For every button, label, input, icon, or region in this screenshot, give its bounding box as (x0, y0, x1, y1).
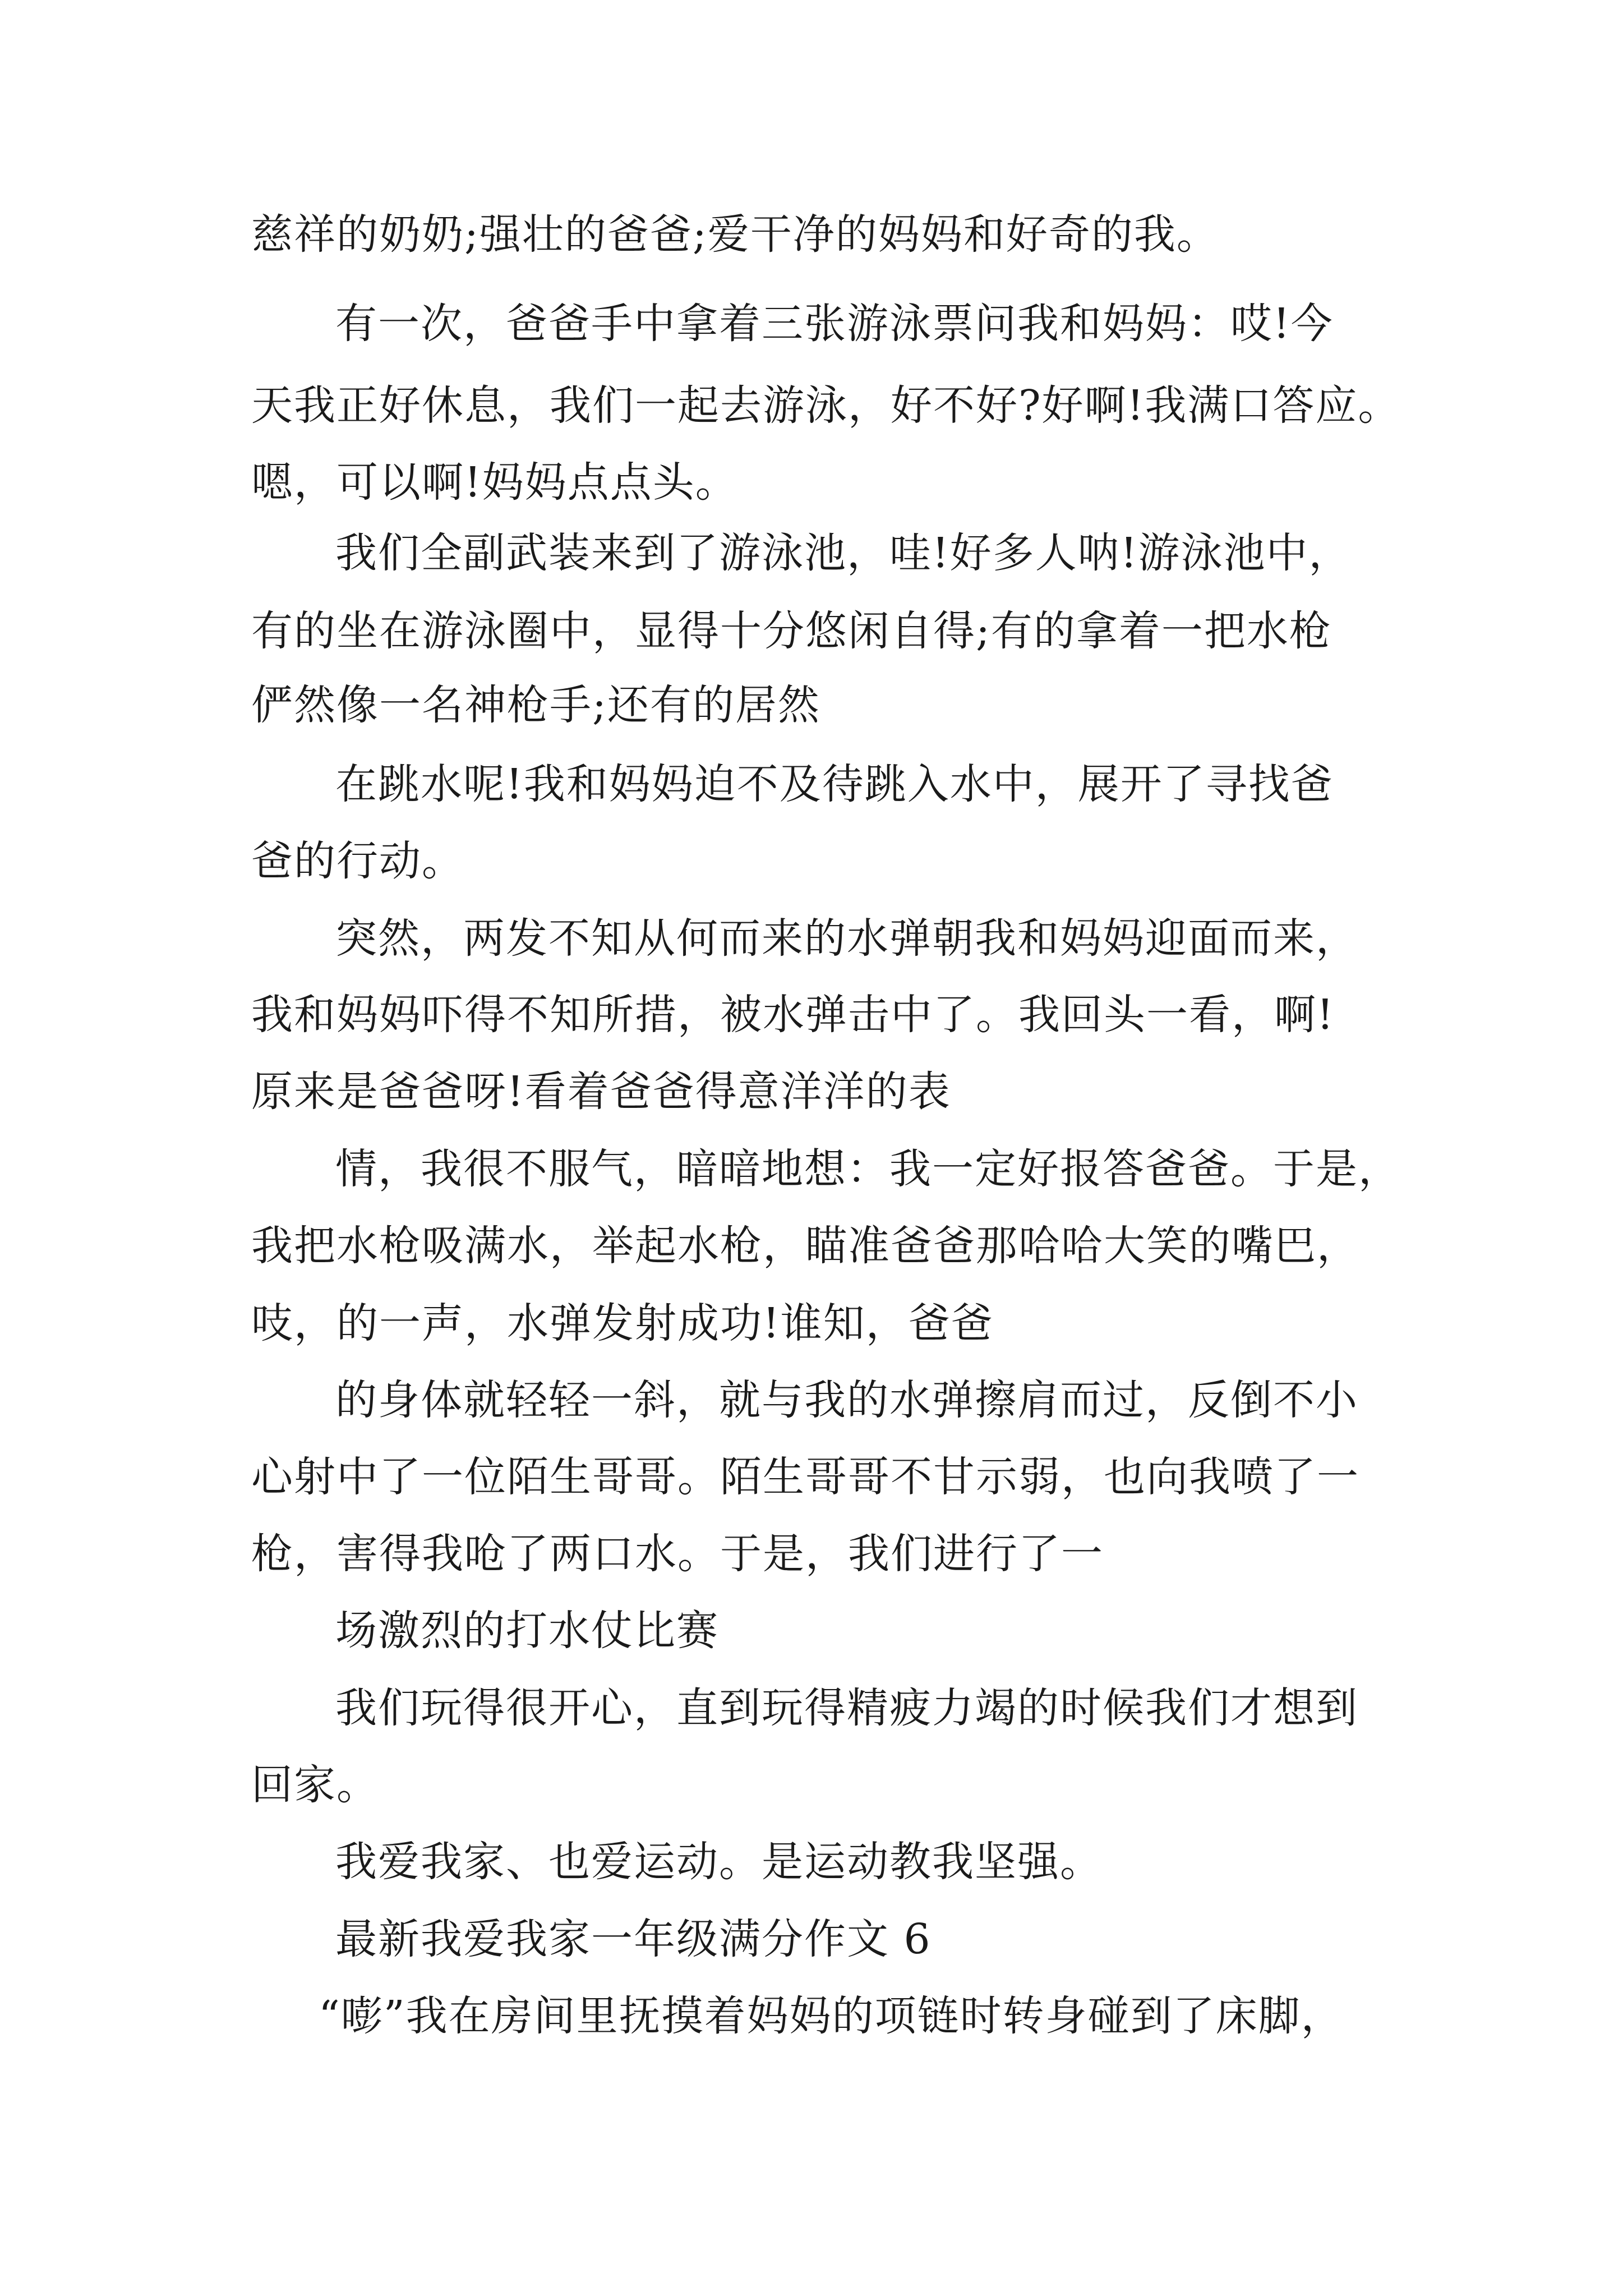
text-line: 爸的行动。 (251, 837, 464, 885)
text-line: 我们玩得很开心，直到玩得精疲力竭的时候我们才想到 (335, 1684, 1358, 1732)
text-line: “嘭”我在房间里抚摸着妈妈的项链时转身碰到了床脚， (319, 1992, 1344, 2040)
text-line: 场激烈的打水仗比赛 (335, 1607, 719, 1655)
section-heading: 最新我爱我家一年级满分作文 6 (335, 1915, 932, 1963)
text-line: 我们全副武装来到了游泳池，哇!好多人呐!游泳池中， (335, 529, 1352, 577)
text-line: 心射中了一位陌生哥哥。陌生哥哥不甘示弱，也向我喷了一 (251, 1453, 1359, 1501)
text-line: 原来是爸爸呀!看着爸爸得意洋洋的表 (251, 1068, 951, 1116)
text-line: 天我正好休息，我们一起去游泳，好不好?好啊!我满口答应。 (251, 381, 1401, 430)
text-line: 我和妈妈吓得不知所措，被水弹击中了。我回头一看，啊! (251, 991, 1335, 1039)
text-line: 回家。 (251, 1761, 379, 1809)
text-line: 吱，的一声，水弹发射成功!谁知，爸爸 (251, 1299, 994, 1347)
text-line: 我把水枪吸满水，举起水枪，瞄准爸爸那哈哈大笑的嘴巴， (251, 1222, 1359, 1270)
text-line: 在跳水呢!我和妈妈迫不及待跳入水中，展开了寻找爸 (335, 760, 1334, 808)
text-line: 情，我很不服气，暗暗地想：我一定好报答爸爸。于是， (335, 1145, 1401, 1193)
text-line: 嗯，可以啊!妈妈点点头。 (251, 458, 738, 507)
text-line: 有的坐在游泳圈中，显得十分悠闲自得;有的拿着一把水枪 (251, 607, 1332, 655)
text-line: 慈祥的奶奶;强壮的爸爸;爱干净的妈妈和好奇的我。 (251, 210, 1219, 259)
text-line: 有一次，爸爸手中拿着三张游泳票问我和妈妈：哎!今 (335, 300, 1334, 348)
text-line: 突然，两发不知从何而来的水弹朝我和妈妈迎面而来， (335, 914, 1358, 963)
text-line: 枪，害得我呛了两口水。于是，我们进行了一 (251, 1530, 1104, 1578)
text-line: 俨然像一名神枪手;还有的居然 (251, 681, 820, 729)
text-line: 的身体就轻轻一斜，就与我的水弹擦肩而过，反倒不小 (335, 1376, 1358, 1424)
text-line: 我爱我家、也爱运动。是运动教我坚强。 (335, 1838, 1103, 1886)
